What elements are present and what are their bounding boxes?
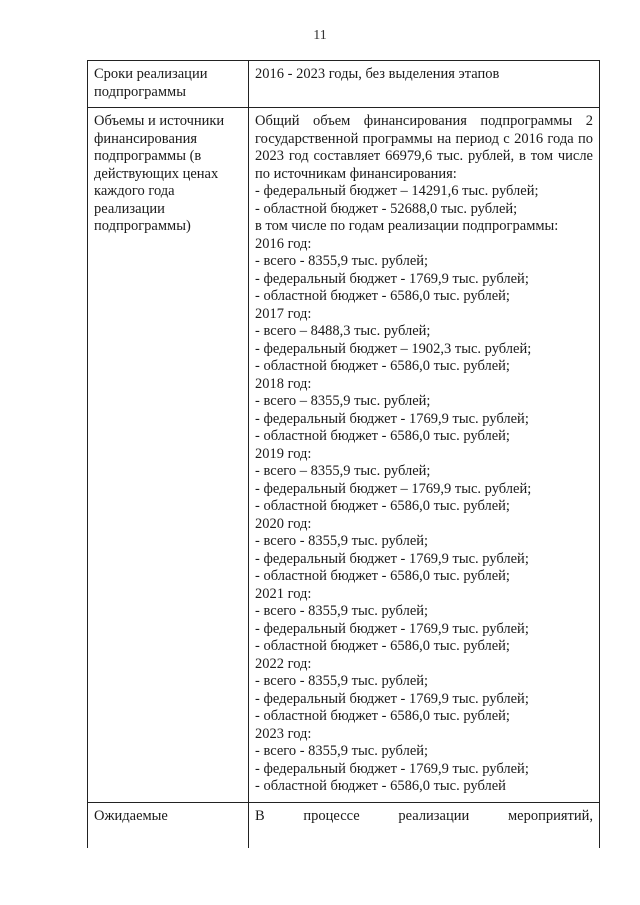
funding-year-regional: - областной бюджет - 6586,0 тыс. рублей; — [255, 638, 510, 654]
funding-year-block — [255, 586, 593, 656]
funding-year-block — [255, 656, 593, 726]
funding-year-total: - всего - 8355,9 тыс. рублей; — [255, 253, 429, 269]
funding-year-regional: - областной бюджет - 6586,0 тыс. рублей; — [255, 498, 510, 514]
funding-year-block — [255, 306, 593, 376]
funding-year-federal: - федеральный бюджет - 1769,9 тыс. рублей; — [255, 270, 529, 287]
funding-year-total: - всего - 8355,9 тыс. рублей; — [255, 743, 429, 759]
funding-by-year-intro: в том числе по годам реализации подпрограммы: — [255, 218, 559, 234]
page-number: 11 — [313, 28, 327, 43]
funding-year-regional: - областной бюджет - 6586,0 тыс. рублей; — [255, 708, 510, 724]
funding-year-regional: - областной бюджет - 6586,0 тыс. рублей; — [255, 358, 510, 374]
funding-year-total: - всего – 8355,9 тыс. рублей; — [255, 393, 431, 409]
funding-year-federal: - федеральный бюджет – 1769,9 тыс. рублей; — [255, 480, 532, 497]
funding-year-heading: 2019 год: — [255, 445, 312, 462]
funding-year-federal: - федеральный бюджет – 1902,3 тыс. рублей; — [255, 340, 532, 357]
funding-year-heading: 2020 год: — [255, 515, 312, 532]
funding-year-block — [255, 726, 593, 796]
funding-label: Объемы и источники финансирования подпрограммы (в действующих ценах каждого года реализации подпрограммы) — [88, 108, 249, 803]
funding-year-federal: - федеральный бюджет - 1769,9 тыс. рублей; — [255, 690, 529, 707]
funding-year-regional: - областной бюджет - 6586,0 тыс. рублей; — [255, 288, 510, 304]
funding-year-regional: - областной бюджет - 6586,0 тыс. рублей; — [255, 428, 510, 444]
funding-year-block — [255, 516, 593, 586]
funding-year-total: - всего – 8355,9 тыс. рублей; — [255, 463, 431, 479]
table-row-expected — [88, 802, 600, 848]
funding-source-regional: - областной бюджет - 52688,0 тыс. рублей; — [255, 200, 518, 217]
subprogram-passport-table — [87, 60, 600, 848]
funding-year-heading: 2022 год: — [255, 655, 312, 672]
expected-value — [249, 802, 600, 848]
funding-year-federal: - федеральный бюджет - 1769,9 тыс. рублей; — [255, 550, 529, 567]
funding-years-list — [255, 236, 593, 796]
funding-year-heading: 2023 год: — [255, 725, 312, 742]
period-label: Сроки реализации подпрограммы — [88, 61, 249, 108]
funding-year-federal: - федеральный бюджет - 1769,9 тыс. рублей; — [255, 760, 529, 777]
table-row-funding — [88, 108, 600, 803]
funding-year-total: - всего - 8355,9 тыс. рублей; — [255, 533, 429, 549]
funding-source-federal: - федеральный бюджет – 14291,6 тыс. рублей; — [255, 183, 539, 199]
table-row-period — [88, 61, 600, 108]
funding-intro: Общий объем финансирования подпрограммы 2 государственной программы на период с 2016 года по 2023 год составляет 66979,6 тыс. рублей, в том числе по источникам финансирования: — [255, 113, 593, 182]
funding-year-block — [255, 236, 593, 306]
funding-value — [249, 108, 600, 803]
funding-year-block — [255, 376, 593, 446]
funding-year-heading: 2016 год: — [255, 235, 312, 252]
funding-year-total: - всего – 8488,3 тыс. рублей; — [255, 323, 431, 339]
funding-year-heading: 2018 год: — [255, 375, 312, 392]
funding-year-heading: 2021 год: — [255, 585, 312, 602]
funding-year-heading: 2017 год: — [255, 305, 312, 322]
funding-year-total: - всего - 8355,9 тыс. рублей; — [255, 673, 429, 689]
funding-year-federal: - федеральный бюджет - 1769,9 тыс. рублей; — [255, 620, 529, 637]
expected-value-text: В процессе реализации мероприятий, — [255, 807, 593, 824]
expected-label: Ожидаемые — [88, 802, 249, 848]
funding-year-total: - всего - 8355,9 тыс. рублей; — [255, 603, 429, 619]
funding-year-federal: - федеральный бюджет - 1769,9 тыс. рублей; — [255, 410, 529, 427]
funding-year-regional: - областной бюджет - 6586,0 тыс. рублей; — [255, 568, 510, 584]
funding-year-block — [255, 446, 593, 516]
period-value: 2016 - 2023 годы, без выделения этапов — [249, 61, 600, 108]
funding-year-regional: - областной бюджет - 6586,0 тыс. рублей — [255, 778, 506, 794]
